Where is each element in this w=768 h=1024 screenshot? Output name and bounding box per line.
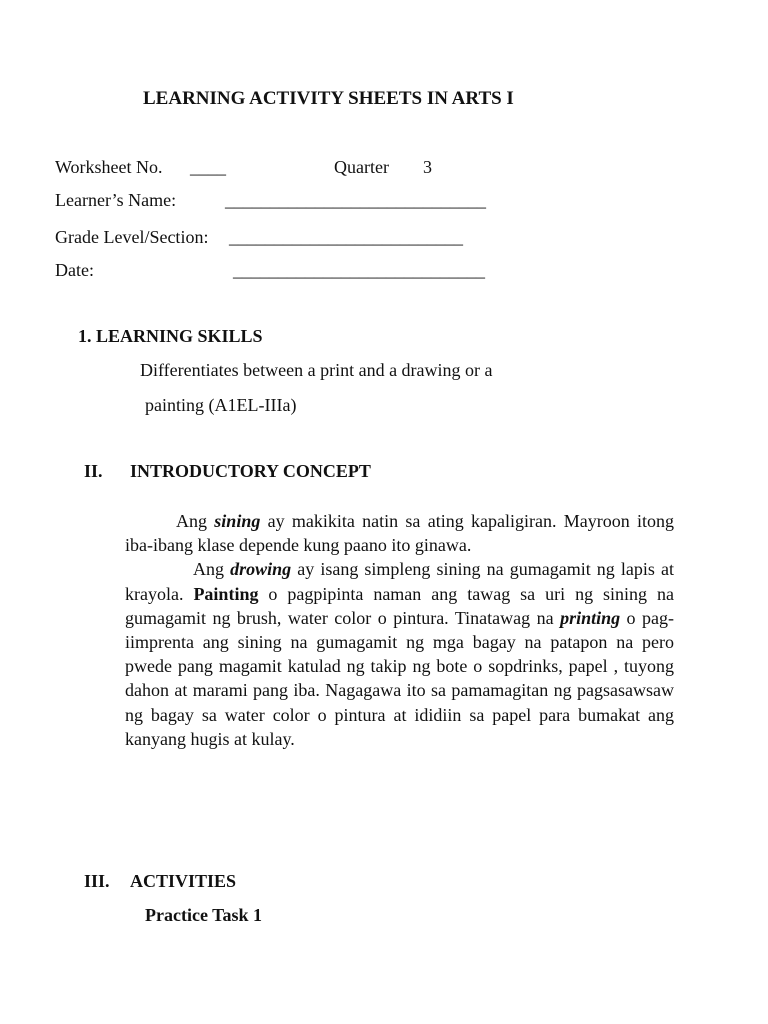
term-printing: printing [560,607,621,628]
document-title: LEARNING ACTIVITY SHEETS IN ARTS I [143,88,514,109]
term-drowing: drowing [230,559,292,580]
paragraph-text: Ang [176,511,215,531]
term-sining: sining [214,511,261,531]
quarter-value: 3 [423,157,432,177]
section-3-number: III. [84,871,110,891]
learner-name-blank: _____________________________ [225,190,486,210]
concept-paragraph-2 [125,557,674,751]
practice-task-heading: Practice Task 1 [145,905,262,925]
section-2-number: II. [84,461,103,481]
introductory-concept-text [125,509,674,751]
paragraph-text: Ang [193,559,231,580]
worksheet-no-label: Worksheet No. [55,157,163,177]
paragraph-text: o pagpipinta naman ang tawag sa uri ng sining na gumagamit ng brush, water color o pintura. Tinatawag na [125,583,674,628]
activities-heading: ACTIVITIES [130,871,237,891]
date-label: Date: [55,260,94,280]
term-painting: Painting [193,583,259,604]
learning-skills-line-2: painting (A1EL-IIIa) [145,395,297,415]
quarter-label: Quarter [334,157,389,177]
paragraph-text: ay makikita natin sa ating kapaligiran. Mayroon itong iba-ibang klase depende kung paano ito ginawa. [125,511,675,556]
introductory-concept-heading: INTRODUCTORY CONCEPT [130,461,371,481]
learner-name-label: Learner’s Name: [55,190,177,210]
learning-skills-line-1: Differentiates between a print and a drawing or a [140,360,493,380]
grade-section-blank: __________________________ [229,227,463,247]
worksheet-no-blank: ____ [190,157,226,177]
paragraph-text: ay isang simpleng sining na gumagamit ng lapis at krayola. [125,559,675,604]
grade-section-label: Grade Level/Section: [55,227,209,247]
date-blank: ____________________________ [233,260,485,280]
paragraph-text: o pag-iimprenta ang sining na gumagamit ng mga bagay na patapon na pero pwede pang magamit katulad ng takip ng bote o sopdrinks, papel , tuyong dahon at marami pang iba. Nagagawa ito sa pamamagitan ng pagsasawsaw ng bagay sa water color o pintura at ididiin sa papel para bumakat ang kanyang hugis at kulay. [125,607,674,749]
concept-paragraph-1 [125,509,674,557]
learning-skills-heading: 1. LEARNING SKILLS [78,326,263,346]
